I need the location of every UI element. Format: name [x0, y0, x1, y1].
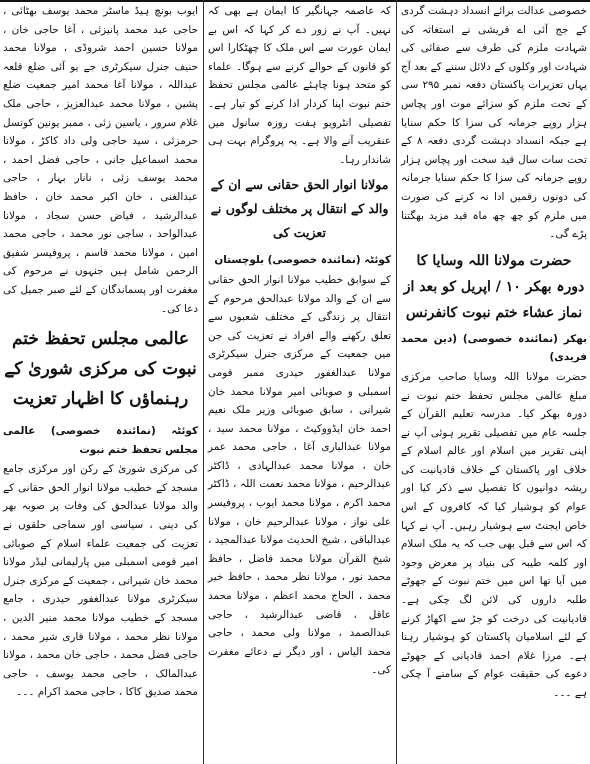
column-middle [205, 0, 394, 764]
headline-bhakkar-conference: حضرت مولانا اللہ وسایا کا دورہ بھکر ۱۰ / اپریل کو بعد از نماز عشاء ختم نبوت کانفرنس [403, 252, 585, 321]
article-body-text: کے سوابق خطیب مولانا انوار الحق حقانی سے ان کے والد مولانا عبدالحق مرحوم کے انتقال پر زندگی کے مختلف شعبوں سے تعلق رکھنے والے افراد نے تعزیت کی جن میں جمعیت کے مرکزی جنرل سیکرٹری مولانا عبدالغفور حیدری ممبر قومی اسمبلی و صوبائی امیر مولانا محمد خان شیرانی ، سابق صوبائی وزیر ملک نعیم احمد خان ایڈووکیٹ ، مولانا محمد سید ، مولانا عبدالباری آغا ، حاجی محمد عمر خان ، مولانا محمد عبدالہادی ، ڈاکٹر عبدالرحیم ، مولانا محمد نعمت اللہ ، ڈاکٹر محمد اکرم ، مولانا محمد ایوب ، پروفیسر علی نواز ، مولانا عبدالرحیم خان ، مولانا عبدالباقی ، شیخ الحدیث مولانا عبدالمجید ، شیخ القرآن مولانا محمد فاضل ، حافظ محمد نور ، مولانا نظر محمد ، حافظ خیر محمد ، الحاج محمد اعظم ، مولانا محمد عاقل ، قاضی عبدالرشید ، حاجی عبدالصمد ، مولانا ولی محمد ، حاجی محمد الیاس ، اور دیگر نے دعائے مغفرت کی۔ [208, 273, 391, 677]
headline-shura-condolence: عالمی مجلس تحفظ ختم نبوت کی مرکزی شوریٰ کے رہنماؤں کا اظہار تعزیت [4, 329, 197, 410]
column-divider [396, 0, 397, 764]
article-body-text: حضرت مولانا اللہ وسایا صاحب مرکزی مبلغ عالمی مجلس تحفظ ختم نبوت نے دورہ بھکر کیا۔ مدرسہ تعلیم القرآن کے جلسہ عام میں تفصیلی تقریر ہوئی آپ نے اپنی تقریر میں اسلام اور عالم اسلام کے خلاف اور پاکستان کے خلاف قادیانیت کی ریشہ دوانیوں کا تفصیل سے ذکر کیا اور عوام کو ہوشیار کیا کہ کافروں کے اس خاص ایجنٹ سے ہوشیار رہیں۔ آپ نے کہا کہ اس سے قبل بھی جب کہ یہ ملک اسلام اور کلمہ طیبہ کی بنیاد پر معرض وجود میں آیا تھا اس میں ختم نبوت کے جھوٹے طلبہ داروں کی لائن لگ چکی ہے۔ قادیانیت کی درخت کو جڑ سے اکھاڑ کرنے کے لئے اسلامیان پاکستان کو ہوشیار رہنا ہے۔ مرزا غلام احمد قادیانی کے جھوٹے دعوے کی حقیقت عوام کے سامنے آ چکی ہے ۔۔۔ [401, 370, 587, 699]
article-continuation-text: خصوصی عدالت برائے انسداد دہشت گردی کے جج آئی اے قریشی نے استغاثہ کی شہادت ملزم کی طرف سے صفائی کی شہادت اور وکلوں کے دلائل سننے کے بعد آج یہاں تعزیرات پاکستان دفعہ نمبر ۲۹۵ سی کے تحت ملزم کو سزائے موت اور پچاس ہزار روپے جرمانہ کی سزا کا حکم سنایا ہے جبکہ انسداد دہشت گردی دفعہ ۸ کے تحت سات سال قید سخت اور پچاس ہزار روپے جرمانہ کی سزا کا حکم سنایا جرمانہ کی دونوں رقمیں ادا نہ کرنے کی صورت میں ملزم کو چھ چھ ماہ قید مزید بھگتنا پڑے گی۔ [401, 5, 588, 241]
headline-condolence-haqqani: مولانا انوار الحق حقانی سے ان کے والد کے انتقال پر مختلف لوگوں نے تعزیت کی [210, 177, 389, 241]
article-dateline: کوئٹہ (نمائندہ خصوصی) عالمی مجلس تحفظ ختم نبوت [3, 425, 198, 456]
column-left [0, 0, 201, 764]
article-dateline: کوئٹہ (نمائندہ خصوصی) بلوچستان [214, 254, 391, 267]
column-right [398, 0, 590, 764]
article-dateline: بھکر (نمائندہ خصوصی) (دین محمد فریدی) [401, 332, 587, 364]
column-divider [203, 0, 204, 764]
article-body-text: کی مرکزی شوریٰ کے رکن اور مرکزی جامع مسجد کے خطیب مولانا انوار الحق حقانی کے والد مولانا عبدالحق کی وفات پر صوبہ بھر کی دینی ، سیاسی اور سماجی حلقوں نے تعزیت کی جمعیت علماء اسلام کے صوبائی امیر قومی اسمبلی میں پارلیمانی لیڈر مولانا محمد خان شیرانی ، جمعیت کے مرکزی جنرل سیکرٹری مولانا عبدالغفور حیدری ، جامع مسجد کے خطیب مولانا محمد منیر الدین ، مولانا نظر محمد ، مولانا قاری شیر محمد ، حاجی فضل محمد ، حاجی خان محمد ، مولانا عبدالمالک ، حاجی محمد یوسف ، حاجی محمد صدیق کاکا ، حاجی محمد اکرام ۔۔۔ [3, 463, 198, 699]
article-continuation-text: ایوب بونچ ہیڈ ماسٹر محمد یوسف بھٹائی ، حاجی عبد محمد پانیزئی ، آغا حاجی خان ، مولانا حسین احمد شروڈی ، مولانا محمد حنیف جنرل سیکرٹری جے یو آئی ضلع قلعہ عبداللہ ، مولانا آغا محمد امیر جمعیت ضلع پشین ، مولانا محمد عبدالعزیز ، حاجی ملک غلام سرور ، یاسین زئی ، ممبر یونین کونسل حرمزئی ، سید حاجی ولی داد کاکڑ ، مولانا محمد اسماعیل جانی ، حاجی فضل احمد ، محمد یوسف زئی ، نانار بہار ، حاجی عبدالغنی ، خان اکبر محمد خان ، حافظ عبدالرشید ، فیاض حسن سجاد ، مولانا عبدالواحد ، ساجی نور محمد ، حاجی محمد امین ، مولانا محمد قاسم ، پروفیسر شفیق الرحمن شامل ہیں جنہوں نے مرحوم کی مغفرت اور پسماندگان کے لئے صبر جمیل کی دعا کی۔ [3, 5, 198, 315]
article-continuation-text: کہ عاصمہ جہانگیر کا ایمان ہے بھی کہ نہیں۔ آپ نے زور دے کر کہا کہ اس بے ایمان عورت سے اس ملک کا چھٹکارا اس کو قانون کے حوالے کرنے سے ہوگا۔ علماء کو متحد ہونا چاہئے عالمی مجلس تحفظ ختم نبوت اپنا کردار ادا کرنے کو تیار ہے۔ تفصیلی انٹرویو ہفت روزہ سانول میں عنقریب آنے والا ہے۔ یہ پروگرام بہت ہی شاندار رہا۔ [208, 5, 391, 166]
